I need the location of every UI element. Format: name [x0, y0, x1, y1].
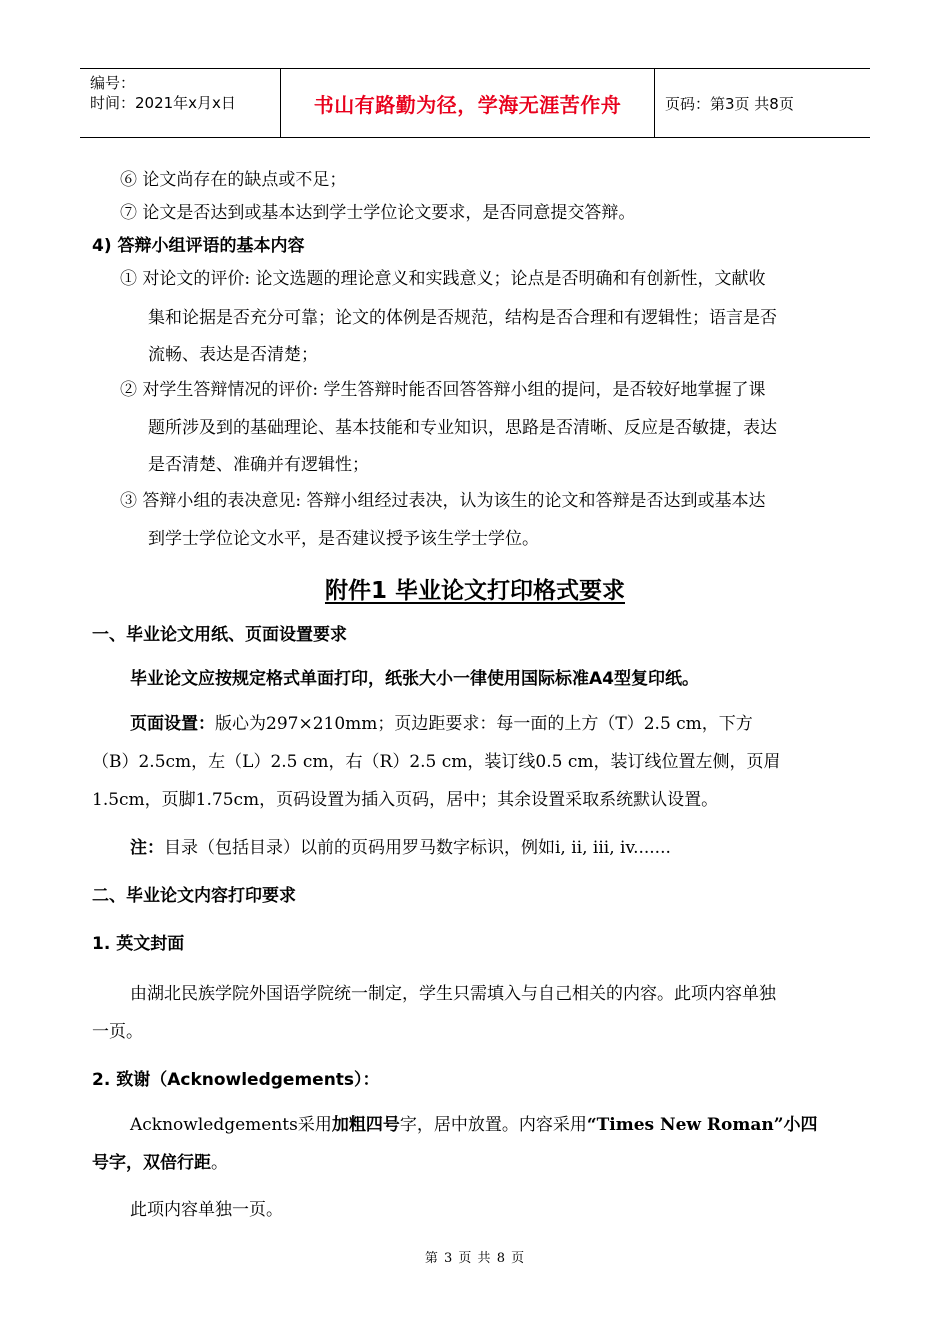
- ack-line-1: [130, 1113, 818, 1137]
- heading-4: 4) 答辩小组评语的基本内容: [92, 236, 305, 256]
- ack-line-2: [92, 1151, 228, 1175]
- page-setup-line-3: 1.5cm，页脚1.75cm，页码设置为插入页码，居中；其余设置采取系统默认设置。: [92, 790, 719, 810]
- header-number-label: 编号：: [90, 74, 136, 92]
- header-date: 时间：2021年x月x日: [90, 94, 236, 112]
- ack-text-d: “Times New Roman”小四: [586, 1115, 818, 1135]
- heading-paper-setup: 一、毕业论文用纸、页面设置要求: [92, 625, 347, 645]
- header-meta: [80, 69, 280, 137]
- ack-text-e: 号字，双倍行距: [92, 1153, 211, 1173]
- ack-text-a: Acknowledgements采用: [130, 1115, 332, 1135]
- page-footer: 第 3 页 共 8 页: [424, 1251, 526, 1266]
- eval-paper-line-2: 集和论据是否充分可靠；论文的体例是否规范，结构是否合理和有逻辑性；语言是否: [148, 308, 777, 328]
- header-motto: 书山有路勤为径，学海无涯苦作舟: [280, 69, 655, 137]
- eval-paper-line-3: 流畅、表达是否清楚；: [148, 345, 318, 365]
- page-setup-text-1: 版心为297×210mm；页边距要求：每一面的上方（T）2.5 cm，下方: [215, 714, 753, 734]
- page-setup-line-1: [130, 712, 753, 736]
- vote-line-1: ③ 答辩小组的表决意见: 答辩小组经过表决，认为该生的论文和答辩是否达到或基本达: [120, 491, 766, 511]
- print-rule: 毕业论文应按规定格式单面打印，纸张大小一律使用国际标准A4型复印纸。: [130, 669, 699, 689]
- ack-text-c: 字，居中放置。内容采用: [399, 1115, 587, 1135]
- heading-acknowledgements: 2. 致谢（Acknowledgements）：: [92, 1070, 380, 1090]
- vote-line-2: 到学士学位论文水平，是否建议授予该生学士学位。: [148, 529, 539, 549]
- appendix-title: 附件1 毕业论文打印格式要求: [324, 578, 625, 604]
- ack-text-f: 。: [211, 1153, 228, 1173]
- header-page-info: 页码：第3页 共8页: [665, 94, 794, 113]
- cover-line-1: 由湖北民族学院外国语学院统一制定，学生只需填入与自己相关的内容。此项内容单独: [130, 984, 776, 1004]
- ack-text-b: 加粗四号: [331, 1115, 400, 1135]
- note-line: [130, 836, 671, 860]
- note-label: 注：: [130, 838, 164, 858]
- page-setup-label: 页面设置：: [130, 714, 215, 734]
- item-7: ⑦ 论文是否达到或基本达到学士学位论文要求，是否同意提交答辩。: [120, 203, 636, 223]
- eval-defense-line-2: 题所涉及到的基础理论、基本技能和专业知识，思路是否清晰、反应是否敏捷，表达: [148, 418, 777, 438]
- ack-line-3: 此项内容单独一页。: [130, 1200, 283, 1220]
- eval-defense-line-1: ② 对学生答辩情况的评价: 学生答辩时能否回答答辩小组的提问，是否较好地掌握了课: [120, 380, 766, 400]
- heading-content-print: 二、毕业论文内容打印要求: [92, 886, 296, 906]
- cover-line-2: 一页。: [92, 1022, 143, 1042]
- item-6: ⑥ 论文尚存在的缺点或不足；: [120, 170, 347, 190]
- heading-english-cover: 1. 英文封面: [92, 934, 185, 954]
- eval-defense-line-3: 是否清楚、准确并有逻辑性；: [148, 455, 369, 475]
- eval-paper-line-1: ① 对论文的评价: 论文选题的理论意义和实践意义；论点是否明确和有创新性，文献收: [120, 269, 766, 289]
- note-text: 目录（包括目录）以前的页码用罗马数字标识，例如i, ii, iii, iv.......: [164, 838, 671, 858]
- page-setup-line-2: （B）2.5cm，左（L）2.5 cm，右（R）2.5 cm，装订线0.5 cm，装订线位置左侧，页眉: [92, 752, 781, 772]
- document-header: [80, 68, 870, 138]
